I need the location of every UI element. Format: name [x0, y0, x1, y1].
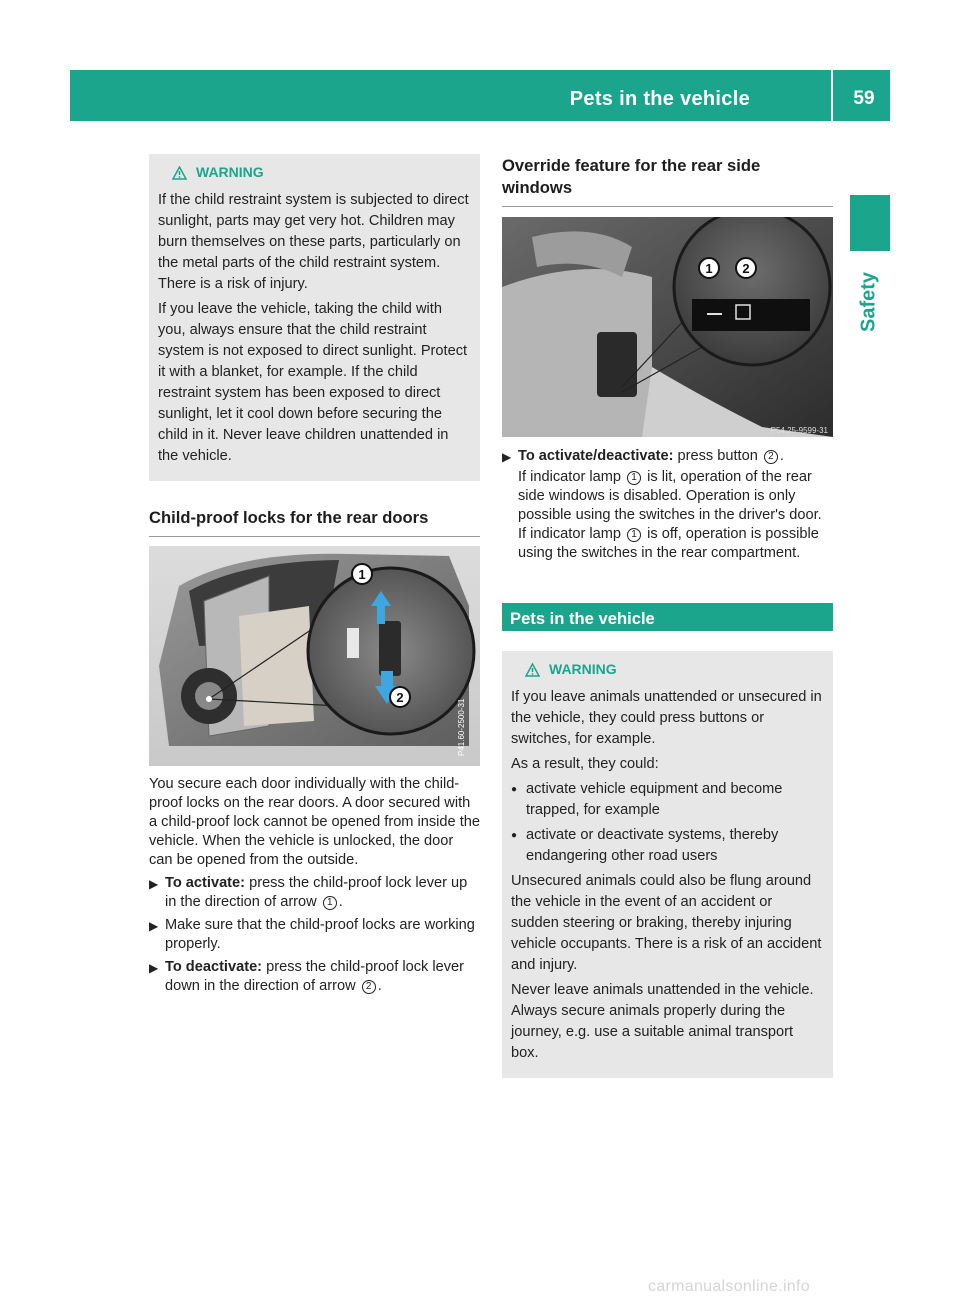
step-body: press button [677, 448, 758, 464]
right-column [502, 155, 833, 1078]
step-text [165, 958, 480, 996]
section-title-child-locks: Child-proof locks for the rear doors [149, 507, 480, 537]
step-arrow-icon: ▶ [149, 961, 159, 975]
bullet-icon: ● [511, 784, 518, 795]
section-tab-label [849, 262, 889, 342]
ref-circle: 2 [764, 450, 778, 464]
para-part: is off, operation is possible using the switches in the rear compartment. [518, 526, 819, 561]
step-body: press the child-proof lock lever up in the direction of arrow [165, 875, 468, 910]
ref-circle: 1 [627, 528, 641, 542]
warning-paragraph: Never leave animals unattended in the vehicle. Always secure animals properly during the journey, e.g. use a suitable animal transport box. [511, 982, 814, 1061]
step-label: To deactivate: [165, 959, 263, 975]
header-divider [831, 70, 833, 121]
warning-heading [172, 162, 471, 183]
callout-2: 2 [389, 686, 411, 708]
ref-circle: 1 [627, 471, 641, 485]
header-title: Pets in the vehicle [569, 88, 750, 110]
warning-paragraph: If the child restraint system is subjected to direct sunlight, parts may get very hot. Children may burn themselves on these parts, particularly on the metal parts of the child restraint system. There is a risk of injury. [158, 192, 469, 292]
step-label: To activate/deactivate: [518, 448, 674, 464]
image-code: P41.60-2500-31 [457, 698, 466, 756]
warning-paragraph: Unsecured animals could also be flung around the vehicle in the event of an accident or sudden steering or braking, thereby injuring vehicle occupants. There is a risk of an accident and injury. [511, 873, 822, 973]
section-tab-marker [850, 195, 890, 251]
callout-2: 2 [735, 257, 757, 279]
warning-triangle-icon [525, 663, 540, 677]
para-part: is lit, operation of the rear side windows is disabled. Operation is only possible using the switches in the driver's door. If indicator lamp [518, 469, 822, 542]
image-code: P54.25-9599-31 [770, 426, 828, 435]
left-column [149, 154, 480, 996]
step-text [518, 447, 784, 468]
warning-heading-text: WARNING [549, 661, 617, 677]
warning-box-pets [502, 651, 833, 1078]
bullet-icon: ● [511, 830, 518, 841]
step-activate [149, 874, 480, 912]
step-arrow-icon: ▶ [149, 919, 159, 933]
step-deactivate [149, 958, 480, 996]
section-band-pets: Pets in the vehicle [502, 603, 833, 631]
child-locks-intro: You secure each door individually with the child-proof locks on the rear doors. A door secured with a child-proof lock cannot be opened from inside the vehicle. When the vehicle is unlocked, the door can be opened from the outside. [149, 776, 480, 868]
ref-circle: 2 [362, 980, 376, 994]
callout-1: 1 [698, 257, 720, 279]
ref-circle: 1 [323, 896, 337, 910]
step-text [165, 874, 480, 912]
step-end: . [338, 894, 343, 910]
warning-heading [525, 659, 824, 680]
step-end: . [779, 448, 784, 464]
page-number: 59 [853, 88, 875, 109]
warning-paragraph: As a result, they could: [511, 756, 659, 772]
step-end: . [377, 978, 382, 994]
step-text: Make sure that the child-proof locks are working properly. [165, 917, 475, 952]
warning-paragraph: If you leave the vehicle, taking the child with you, always ensure that the child restraint system is not exposed to direct sunlight. Protect it with a blanket, for example. If the child restraint system has been exposed to direct sunlight, let it cool down before securing the child in it. Never leave children unattended in the vehicle. [158, 301, 468, 464]
step-arrow-icon: ▶ [502, 450, 512, 464]
para-part: If indicator lamp [518, 469, 622, 485]
child-lock-illustration [149, 546, 480, 766]
section-title-override: Override feature for the rear side windows [502, 155, 833, 207]
warning-bullet [511, 825, 824, 867]
warning-triangle-icon [172, 166, 187, 180]
step-body: press the child-proof lock lever down in the direction of arrow [165, 959, 465, 994]
warning-heading-text: WARNING [196, 164, 264, 180]
section-tab-text: Safety [857, 271, 880, 333]
warning-box-child-restraint [149, 154, 480, 481]
door-panel-photo [502, 217, 833, 437]
step-check [149, 916, 480, 954]
bullet-text: activate vehicle equipment and become trapped, for example [526, 781, 783, 818]
override-switch-illustration [502, 217, 833, 437]
car-door-photo [149, 546, 480, 766]
step-label: To activate: [165, 875, 246, 891]
step-activate-deactivate [502, 447, 833, 468]
override-explanation [518, 468, 833, 563]
step-arrow-icon: ▶ [149, 877, 159, 891]
footer-watermark: carmanualsonline.info [648, 1278, 810, 1295]
warning-bullet [511, 779, 824, 821]
warning-paragraph: If you leave animals unattended or unsecured in the vehicle, they could press buttons or switches, for example. [511, 689, 822, 747]
bullet-text: activate or deactivate systems, thereby endangering other road users [526, 827, 779, 864]
page-header [70, 70, 890, 121]
callout-1: 1 [351, 563, 373, 585]
